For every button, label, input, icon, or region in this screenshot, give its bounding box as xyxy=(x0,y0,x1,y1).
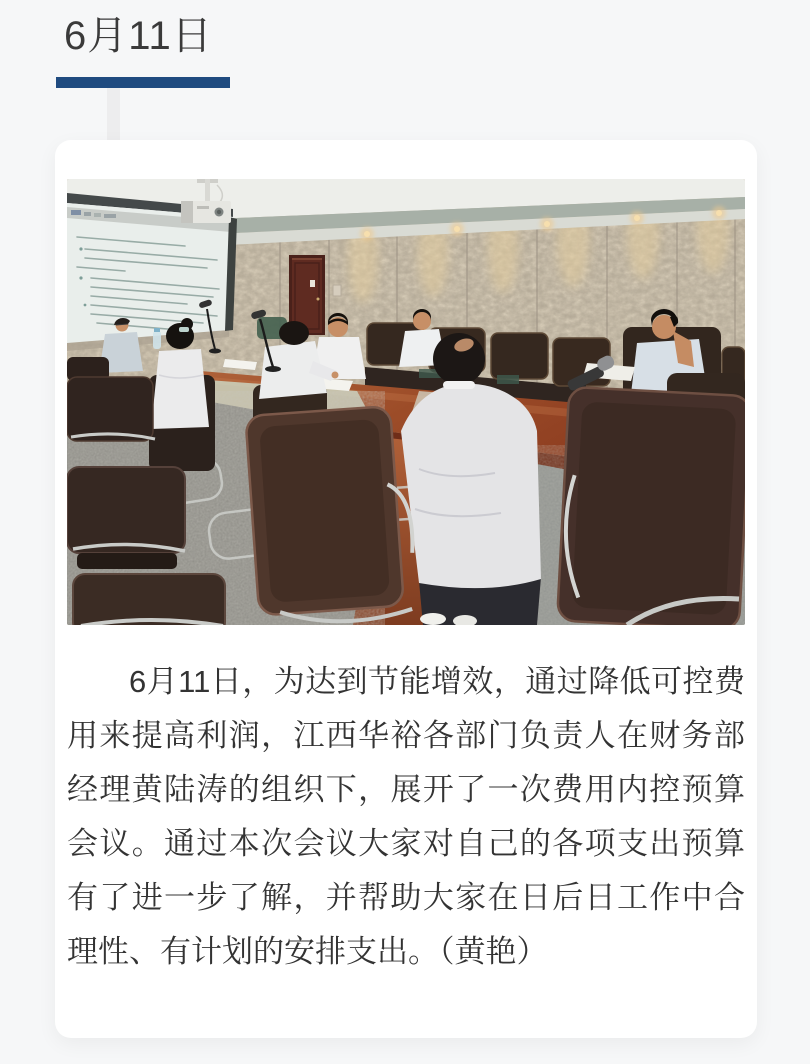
wall-sign xyxy=(333,285,341,296)
water-bottle xyxy=(153,331,161,349)
timeline-connector xyxy=(107,88,120,141)
meeting-photo xyxy=(67,179,745,625)
center-brown-chair xyxy=(245,405,418,625)
meeting-photo-svg xyxy=(67,179,745,625)
page-title: 6月11日 xyxy=(64,14,213,58)
article-card xyxy=(55,140,757,1038)
title-underline-bar xyxy=(56,77,230,88)
article-paragraph: 6月11日，为达到节能增效，通过降低可控费用来提高利润，江西华裕各部门负责人在财务部经理黄陆涛的组织下，展开了一次费用内控预算会议。通过本次会议大家对自己的各项支出预算有了进一步了解，并帮助大家在日后日工作中合理性、有计划的安排支出。（黄艳） xyxy=(67,664,745,969)
right-brown-chair xyxy=(557,373,745,625)
